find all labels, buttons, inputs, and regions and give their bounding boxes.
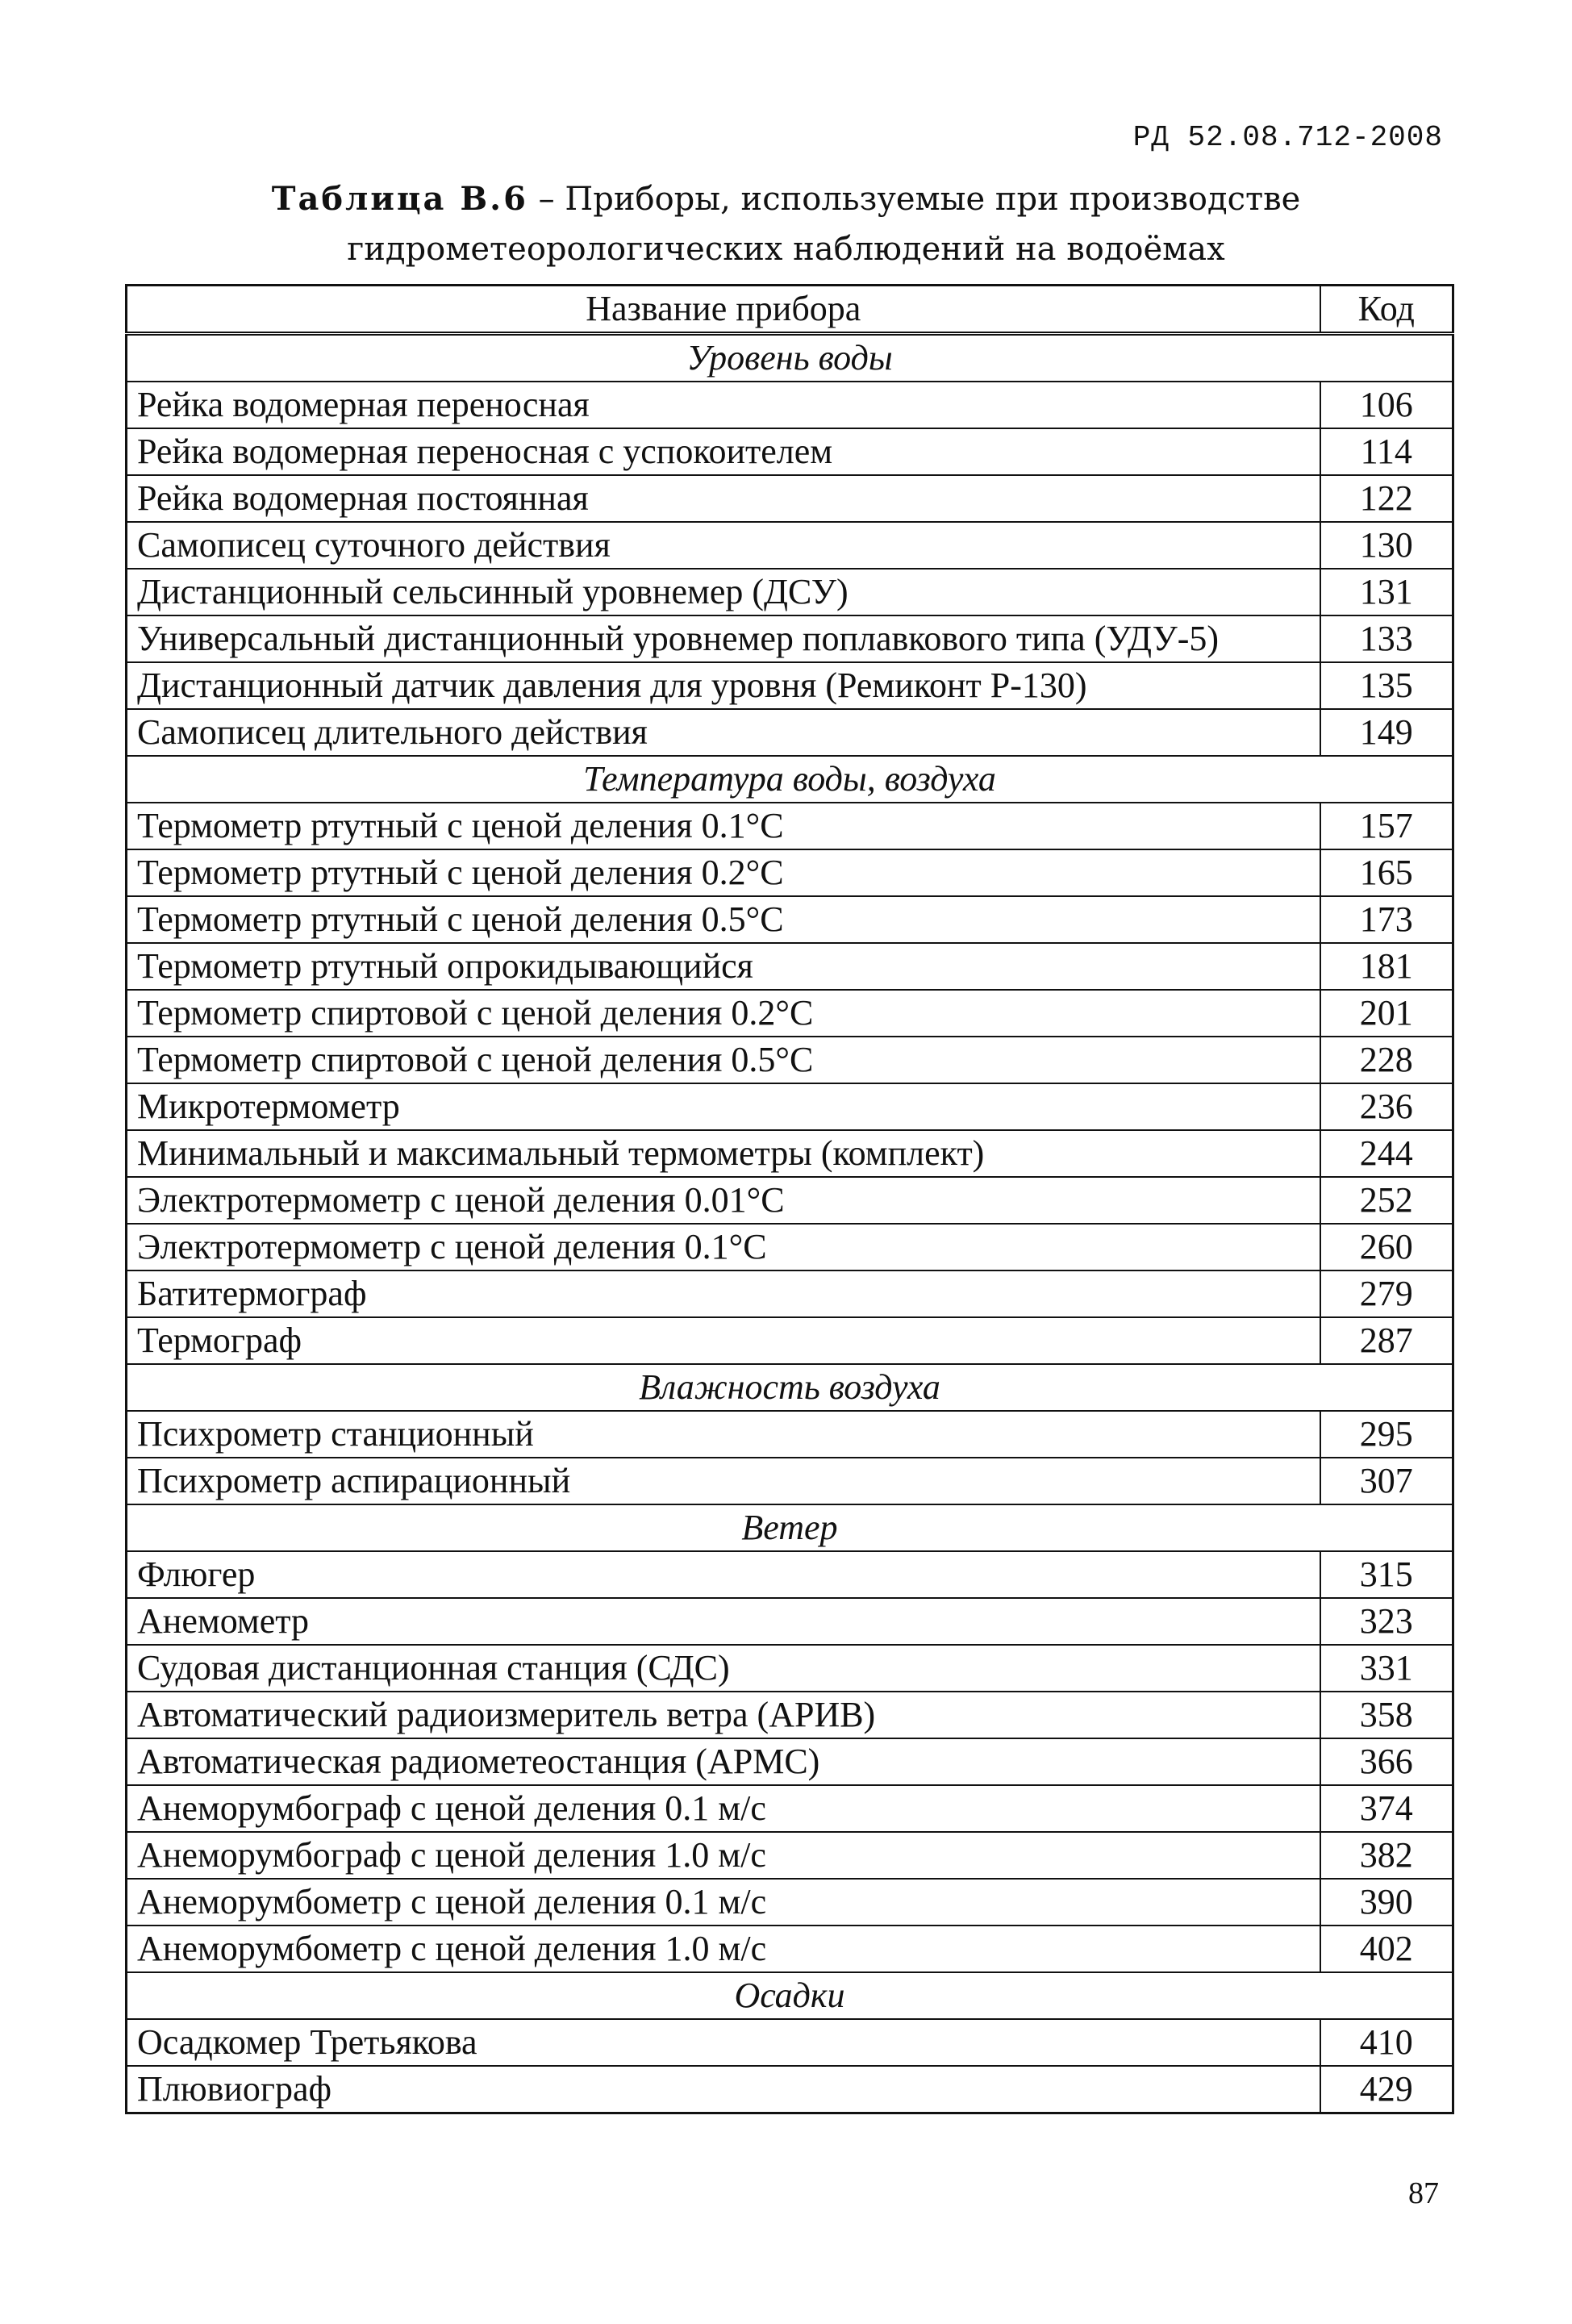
instrument-name: Электротермометр с ценой деления 0.01°С [127, 1177, 1320, 1224]
instrument-code: 173 [1320, 896, 1453, 943]
instrument-code: 374 [1320, 1785, 1453, 1832]
instrument-code: 133 [1320, 615, 1453, 662]
column-header-name: Название прибора [127, 286, 1320, 334]
table-caption [0, 173, 1572, 274]
table-row [127, 1130, 1453, 1177]
instrument-name: Термограф [127, 1317, 1320, 1364]
instrument-code: 106 [1320, 382, 1453, 428]
instrument-code: 228 [1320, 1037, 1453, 1083]
instrument-code: 402 [1320, 1926, 1453, 1972]
table-header-row [127, 286, 1453, 334]
table-row [127, 569, 1453, 615]
table-row [127, 1317, 1453, 1364]
table-row [127, 1598, 1453, 1645]
section-title: Ветер [127, 1504, 1453, 1551]
table-row [127, 1270, 1453, 1317]
instrument-name: Термометр ртутный опрокидывающийся [127, 943, 1320, 990]
instrument-name: Осадкомер Третьякова [127, 2019, 1320, 2066]
section-row [127, 334, 1453, 382]
table-row [127, 2019, 1453, 2066]
instrument-name: Анеморумбометр с ценой деления 1.0 м/с [127, 1926, 1320, 1972]
instrument-code: 307 [1320, 1458, 1453, 1504]
instrument-code: 382 [1320, 1832, 1453, 1879]
table-row [127, 382, 1453, 428]
instrument-name: Электротермометр с ценой деления 0.1°С [127, 1224, 1320, 1270]
table-row [127, 475, 1453, 522]
instrument-name: Термометр спиртовой с ценой деления 0.5°С [127, 1037, 1320, 1083]
table-row [127, 1645, 1453, 1692]
document-code: РД 52.08.712-2008 [1132, 121, 1443, 154]
table-row [127, 615, 1453, 662]
instrument-name: Автоматический радиоизмеритель ветра (АРИВ) [127, 1692, 1320, 1738]
table-row [127, 1926, 1453, 1972]
instrument-code: 287 [1320, 1317, 1453, 1364]
instrument-code: 260 [1320, 1224, 1453, 1270]
instrument-code: 236 [1320, 1083, 1453, 1130]
instrument-code: 315 [1320, 1551, 1453, 1598]
caption-text-1: Приборы, используемые при производстве [565, 181, 1301, 218]
table-row [127, 709, 1453, 756]
instrument-name: Автоматическая радиометеостанция (АРМС) [127, 1738, 1320, 1785]
instrument-code: 429 [1320, 2066, 1453, 2113]
instrument-name: Минимальный и максимальный термометры (комплект) [127, 1130, 1320, 1177]
instrument-code: 358 [1320, 1692, 1453, 1738]
instrument-code: 252 [1320, 1177, 1453, 1224]
instrument-code: 135 [1320, 662, 1453, 709]
instruments-table [125, 284, 1454, 2114]
table-row [127, 803, 1453, 849]
table-row [127, 522, 1453, 569]
instrument-name: Термометр ртутный с ценой деления 0.2°С [127, 849, 1320, 896]
section-title: Влажность воздуха [127, 1364, 1453, 1411]
instrument-name: Универсальный дистанционный уровнемер поплавкового типа (УДУ-5) [127, 615, 1320, 662]
section-row [127, 1972, 1453, 2019]
instrument-code: 244 [1320, 1130, 1453, 1177]
instrument-name: Рейка водомерная переносная с успокоителем [127, 428, 1320, 475]
table-row [127, 662, 1453, 709]
instrument-name: Рейка водомерная переносная [127, 382, 1320, 428]
instrument-code: 149 [1320, 709, 1453, 756]
instrument-name: Анемометр [127, 1598, 1320, 1645]
instrument-code: 410 [1320, 2019, 1453, 2066]
table-row [127, 1692, 1453, 1738]
table-row [127, 1083, 1453, 1130]
table-row [127, 1551, 1453, 1598]
instrument-code: 323 [1320, 1598, 1453, 1645]
table-row [127, 428, 1453, 475]
instrument-code: 390 [1320, 1879, 1453, 1926]
table-row [127, 943, 1453, 990]
section-row [127, 756, 1453, 803]
section-row [127, 1364, 1453, 1411]
instrument-name: Психрометр аспирационный [127, 1458, 1320, 1504]
instrument-name: Психрометр станционный [127, 1411, 1320, 1458]
instrument-code: 181 [1320, 943, 1453, 990]
table-row [127, 1879, 1453, 1926]
instrument-name: Судовая дистанционная станция (СДС) [127, 1645, 1320, 1692]
table-row [127, 1224, 1453, 1270]
instrument-name: Дистанционный сельсинный уровнемер (ДСУ) [127, 569, 1320, 615]
instrument-name: Анеморумбограф с ценой деления 0.1 м/с [127, 1785, 1320, 1832]
instrument-name: Батитермограф [127, 1270, 1320, 1317]
instrument-code: 131 [1320, 569, 1453, 615]
section-row [127, 1504, 1453, 1551]
table-row [127, 1458, 1453, 1504]
table-row [127, 1785, 1453, 1832]
caption-label: Таблица В.6 [271, 180, 528, 218]
instrument-name: Микротермометр [127, 1083, 1320, 1130]
section-title: Осадки [127, 1972, 1453, 2019]
table-row [127, 1738, 1453, 1785]
column-header-code: Код [1320, 286, 1453, 334]
instrument-name: Анеморумбометр с ценой деления 0.1 м/с [127, 1879, 1320, 1926]
table-body [127, 334, 1453, 2113]
table-row [127, 2066, 1453, 2113]
instrument-name: Термометр ртутный с ценой деления 0.1°С [127, 803, 1320, 849]
caption-text-2: гидрометеорологических наблюдений на водоёмах [347, 231, 1225, 268]
instrument-code: 366 [1320, 1738, 1453, 1785]
instrument-name: Самописец длительного действия [127, 709, 1320, 756]
instrument-name: Термометр спиртовой с ценой деления 0.2°С [127, 990, 1320, 1037]
instrument-name: Самописец суточного действия [127, 522, 1320, 569]
instrument-code: 114 [1320, 428, 1453, 475]
instrument-code: 165 [1320, 849, 1453, 896]
instrument-name: Анеморумбограф с ценой деления 1.0 м/с [127, 1832, 1320, 1879]
instrument-code: 331 [1320, 1645, 1453, 1692]
instrument-name: Плювиограф [127, 2066, 1320, 2113]
instrument-code: 295 [1320, 1411, 1453, 1458]
instrument-code: 157 [1320, 803, 1453, 849]
table-row [127, 990, 1453, 1037]
section-title: Температура воды, воздуха [127, 756, 1453, 803]
instrument-name: Дистанционный датчик давления для уровня (Ремиконт Р-130) [127, 662, 1320, 709]
section-title: Уровень воды [127, 334, 1453, 382]
instrument-code: 130 [1320, 522, 1453, 569]
table-row [127, 849, 1453, 896]
caption-line-1 [0, 173, 1572, 224]
instrument-name: Рейка водомерная постоянная [127, 475, 1320, 522]
instrument-code: 279 [1320, 1270, 1453, 1317]
instrument-name: Флюгер [127, 1551, 1320, 1598]
table-row [127, 1177, 1453, 1224]
instrument-name: Термометр ртутный с ценой деления 0.5°С [127, 896, 1320, 943]
caption-dash: – [527, 181, 565, 218]
instrument-code: 201 [1320, 990, 1453, 1037]
table-row [127, 1037, 1453, 1083]
table-row [127, 896, 1453, 943]
instrument-code: 122 [1320, 475, 1453, 522]
table-row [127, 1411, 1453, 1458]
table-row [127, 1832, 1453, 1879]
page-number: 87 [1408, 2176, 1439, 2210]
